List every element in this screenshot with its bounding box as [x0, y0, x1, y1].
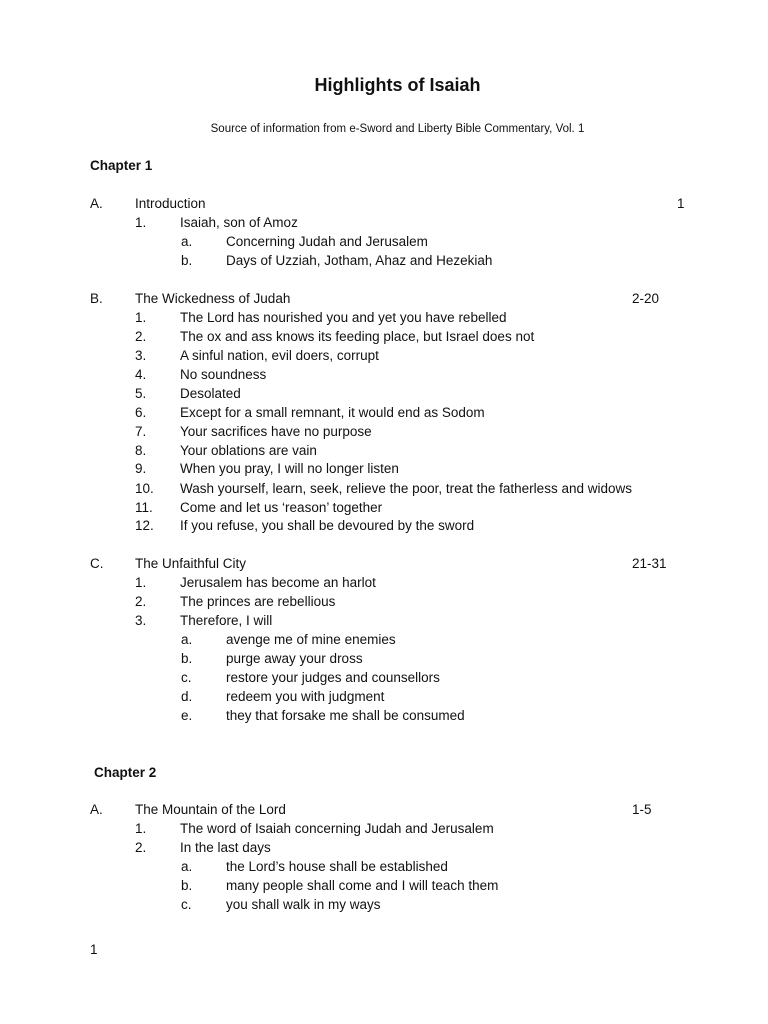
subitem-text: Concerning Judah and Jerusalem	[226, 234, 428, 249]
item-number: 2.	[135, 840, 147, 855]
subitem-letter: c.	[181, 670, 192, 685]
subitem-text: redeem you with judgment	[226, 689, 385, 704]
item-text: Your oblations are vain	[180, 443, 317, 458]
page-number: 1	[90, 942, 98, 957]
subitem-letter: d.	[181, 689, 193, 704]
section-letter: A.	[90, 196, 103, 211]
subitem-letter: b.	[181, 253, 193, 268]
subitem-text: purge away your dross	[226, 651, 363, 666]
item-text: Desolated	[180, 386, 241, 401]
subitem-letter: a.	[181, 859, 193, 874]
item-text: In the last days	[180, 840, 271, 855]
section-ref: 21-31	[632, 556, 667, 571]
item-number: 9.	[135, 461, 147, 476]
item-number: 11.	[135, 500, 153, 515]
item-number: 6.	[135, 405, 147, 420]
item-text: The princes are rebellious	[180, 594, 336, 609]
subitem-letter: b.	[181, 651, 193, 666]
subitem-text: they that forsake me shall be consumed	[226, 708, 465, 723]
subitem-text: you shall walk in my ways	[226, 897, 381, 912]
subitem-text: avenge me of mine enemies	[226, 632, 396, 647]
item-number: 1.	[135, 310, 147, 325]
subitem-text: Days of Uzziah, Jotham, Ahaz and Hezekiah	[226, 253, 493, 268]
item-number: 4.	[135, 367, 147, 382]
chapter-heading: Chapter 1	[90, 158, 153, 173]
item-text: No soundness	[180, 367, 267, 382]
item-text: If you refuse, you shall be devoured by the sword	[180, 518, 475, 533]
subitem-letter: c.	[181, 897, 192, 912]
item-text: The ox and ass knows its feeding place, but Israel does not	[180, 329, 535, 344]
item-number: 2.	[135, 594, 147, 609]
item-text: Isaiah, son of Amoz	[180, 215, 298, 230]
chapter-heading: Chapter 2	[94, 765, 157, 780]
section-title: The Wickedness of Judah	[135, 291, 291, 306]
subitem-letter: e.	[181, 708, 193, 723]
item-number: 8.	[135, 443, 147, 458]
item-text: Come and let us ‘reason’ together	[180, 500, 383, 515]
section-title: The Unfaithful City	[135, 556, 247, 571]
subitem-letter: a.	[181, 234, 193, 249]
item-text: Jerusalem has become an harlot	[180, 575, 376, 590]
item-number: 2.	[135, 329, 147, 344]
item-number: 5.	[135, 386, 147, 401]
item-text: Except for a small remnant, it would end as Sodom	[180, 405, 485, 420]
document-title: Highlights of Isaiah	[314, 75, 481, 95]
item-number: 1.	[135, 575, 147, 590]
item-number: 3.	[135, 348, 147, 363]
subitem-letter: b.	[181, 878, 193, 893]
item-text: A sinful nation, evil doers, corrupt	[180, 348, 379, 363]
section-letter: C.	[90, 556, 104, 571]
section-ref: 2-20	[632, 291, 660, 306]
item-number: 7.	[135, 424, 147, 439]
subitem-text: many people shall come and I will teach them	[226, 878, 499, 893]
section-title: The Mountain of the Lord	[135, 802, 286, 817]
item-text: Therefore, I will	[180, 613, 273, 628]
document-subtitle: Source of information from e-Sword and Liberty Bible Commentary, Vol. 1	[210, 123, 585, 135]
item-text: When you pray, I will no longer listen	[180, 461, 399, 476]
section-letter: A.	[90, 802, 103, 817]
item-number: 1.	[135, 215, 147, 230]
item-number: 10.	[135, 481, 154, 496]
subitem-text: the Lord’s house shall be established	[226, 859, 448, 874]
item-number: 12.	[135, 518, 154, 533]
item-text: The word of Isaiah concerning Judah and Jerusalem	[180, 821, 494, 836]
section-title: Introduction	[135, 196, 206, 211]
subitem-letter: a.	[181, 632, 193, 647]
item-text: Wash yourself, learn, seek, relieve the poor, treat the fatherless and widows	[180, 481, 632, 496]
subitem-text: restore your judges and counsellors	[226, 670, 440, 685]
item-number: 1.	[135, 821, 147, 836]
item-text: The Lord has nourished you and yet you have rebelled	[180, 310, 507, 325]
section-ref: 1	[677, 196, 685, 211]
item-text: Your sacrifices have no purpose	[180, 424, 372, 439]
section-letter: B.	[90, 291, 103, 306]
item-number: 3.	[135, 613, 147, 628]
section-ref: 1-5	[632, 802, 652, 817]
